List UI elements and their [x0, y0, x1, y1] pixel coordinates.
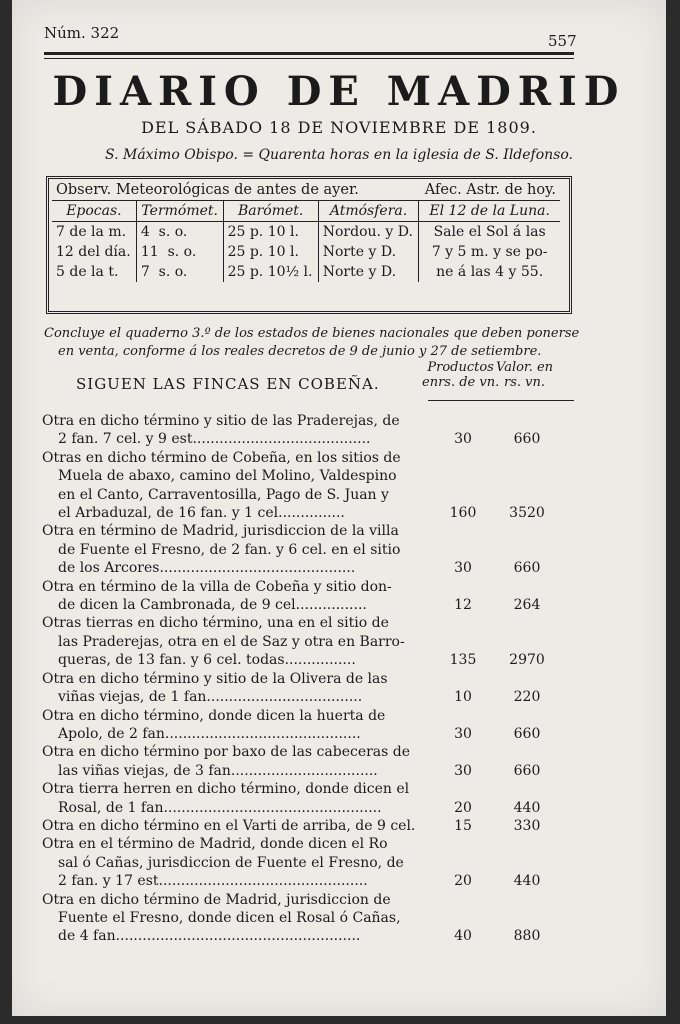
fincas-list: [42, 412, 562, 946]
finca-line: Otra en dicho término y sitio de las Praderejas, de: [42, 413, 400, 429]
term-cell: 4 s. o.: [136, 222, 223, 243]
finca-value: 2970: [509, 652, 545, 669]
finca-line: 2 fan. y 17 est...............................................: [58, 873, 368, 890]
finca-description: [42, 578, 432, 615]
epoca-cell: 5 de la t.: [56, 264, 119, 280]
finca-value: 3520: [509, 505, 545, 522]
issue-number: Núm. 322: [44, 24, 120, 42]
finca-description: [42, 412, 432, 449]
finca-entry: [42, 614, 562, 669]
finca-line: queras, de 13 fan. y 6 cel. todas................: [58, 652, 356, 669]
finca-value: 660: [513, 431, 541, 448]
weather-title-right: Afec. Astr. de hoy.: [419, 180, 560, 201]
finca-description: [42, 707, 432, 744]
finca-entry: [42, 412, 562, 449]
astro-cell: Sale el Sol á las: [419, 222, 560, 243]
finca-line: Muela de abaxo, camino del Molino, Valdespino: [58, 468, 397, 485]
finca-description: [42, 743, 432, 780]
barom-cell: 25 p. 10 l.: [223, 242, 318, 262]
col-barometro: Barómet.: [223, 201, 318, 222]
epoca-cell: 7 de la m.: [56, 224, 127, 240]
finca-entry: [42, 743, 562, 780]
finca-value: 330: [513, 817, 541, 834]
finca-entry: [42, 670, 562, 707]
weather-title-left: Observ. Meteorológicas de antes de ayer.: [52, 180, 419, 201]
term-cell: 11 s. o.: [136, 242, 223, 262]
finca-line: las viñas viejas, de 3 fan.................................: [58, 762, 378, 779]
finca-entry: [42, 835, 562, 890]
finca-product: 30: [454, 431, 472, 448]
finca-line: Otra en dicho término en el Varti de arriba, de 9 cel.: [42, 817, 416, 834]
col-termometro: Termómet.: [136, 201, 223, 222]
finca-line: 2 fan. 7 cel. y 9 est........................................: [58, 431, 371, 448]
finca-line: de los Arcores............................................: [58, 560, 356, 577]
finca-value: 660: [513, 560, 541, 577]
finca-description: [42, 780, 432, 817]
dateline: DEL SÁBADO 18 DE NOVIEMBRE DE 1809.: [141, 118, 537, 137]
atm-cell: Nordou. y D.: [318, 222, 419, 243]
finca-product: 135: [449, 652, 477, 669]
finca-value: 220: [513, 689, 541, 706]
finca-line: sal ó Cañas, jurisdiccion de Fuente el Fresno, de: [58, 854, 404, 871]
finca-line: Otra en el término de Madrid, donde dicen el Ro: [42, 836, 388, 853]
finca-line: Otra en dicho término de Madrid, jurisdiccion de: [42, 891, 391, 908]
newspaper-page: [12, 0, 666, 1016]
finca-value: 440: [513, 873, 541, 890]
finca-line: Otra en término de la villa de Cobeña y sitio don-: [42, 578, 392, 595]
col-epocas: Epocas.: [52, 201, 136, 222]
finca-product: 15: [454, 817, 472, 834]
finca-description: [42, 891, 432, 946]
finca-line: Otra en dicho término por baxo de las cabeceras de: [42, 744, 411, 761]
col-luna: El 12 de la Luna.: [419, 201, 560, 222]
finca-line: viñas viejas, de 1 fan...................................: [58, 689, 363, 706]
col-products-header: Productos enrs. de vn.: [422, 360, 500, 390]
finca-entry: [42, 780, 562, 817]
finca-line: Apolo, de 2 fan............................................: [58, 725, 361, 742]
astro-cell: 7 y 5 m. y se po-: [419, 242, 560, 262]
header-rule: [428, 400, 574, 401]
finca-line: Rosal, de 1 fan.................................................: [58, 799, 382, 816]
weather-row: [52, 242, 560, 262]
finca-product: 40: [454, 928, 472, 945]
finca-description: [42, 670, 432, 707]
finca-product: 30: [454, 762, 472, 779]
finca-product: 30: [454, 725, 472, 742]
barom-cell: 25 p. 10½ l.: [223, 262, 318, 282]
finca-product: 12: [454, 597, 472, 614]
intro-line: en venta, conforme á los reales decretos de 9 de junio y 27 de setiembre.: [58, 344, 542, 359]
finca-line: Otra en término de Madrid, jurisdiccion de la villa: [42, 523, 399, 540]
finca-product: 20: [454, 799, 472, 816]
astro-cell: ne á las 4 y 55.: [419, 262, 560, 282]
finca-value: 264: [513, 597, 541, 614]
term-cell: 7 s. o.: [136, 262, 223, 282]
finca-line: Otra tierra herren en dicho término, donde dicen el: [42, 781, 410, 798]
finca-description: [42, 817, 432, 835]
weather-table: [52, 180, 560, 282]
finca-line: Fuente el Fresno, donde dicen el Rosal ó Cañas,: [58, 909, 401, 926]
top-rule: [44, 52, 574, 55]
finca-product: 10: [454, 689, 472, 706]
finca-description: [42, 614, 432, 669]
finca-entry: [42, 707, 562, 744]
saint-of-day: S. Máximo Obispo. = Quarenta horas en la iglesia de S. Ildefonso.: [105, 147, 573, 163]
finca-entry: [42, 449, 562, 523]
finca-value: 880: [513, 928, 541, 945]
intro-paragraph: [44, 325, 614, 361]
atm-cell: Norte y D.: [318, 262, 419, 282]
finca-value: 660: [513, 762, 541, 779]
col-atmosfera: Atmósfera.: [318, 201, 419, 222]
top-rule-thin: [44, 58, 574, 59]
finca-line: Otra en dicho término, donde dicen la huerta de: [42, 707, 386, 724]
finca-description: [42, 835, 432, 890]
finca-entry: [42, 522, 562, 577]
finca-line: de 4 fan.......................................................: [58, 928, 361, 945]
page-number: 557: [548, 32, 577, 50]
intro-line: Concluye el quaderno 3.º de los estados de bienes nacionales que deben ponerse: [44, 326, 580, 341]
finca-line: en el Canto, Carraventosilla, Pago de S. Juan y: [58, 486, 389, 503]
finca-line: el Arbaduzal, de 16 fan. y 1 cel...............: [58, 505, 345, 522]
atm-cell: Norte y D.: [318, 242, 419, 262]
finca-entry: [42, 817, 562, 835]
finca-entry: [42, 891, 562, 946]
finca-line: Otra en dicho término y sitio de la Olivera de las: [42, 670, 388, 687]
finca-value: 660: [513, 725, 541, 742]
finca-description: [42, 449, 432, 523]
finca-line: de dicen la Cambronada, de 9 cel................: [58, 597, 367, 614]
epoca-cell: 12 del día.: [56, 244, 131, 260]
finca-line: de Fuente el Fresno, de 2 fan. y 6 cel. en el sitio: [58, 541, 401, 558]
finca-line: las Praderejas, otra en el de Saz y otra en Barro-: [58, 633, 405, 650]
col-value-header: Valor. en rs. vn.: [496, 360, 554, 390]
masthead-title: DIARIO DE MADRID: [52, 68, 626, 115]
barom-cell: 25 p. 10 l.: [223, 222, 318, 243]
finca-product: 20: [454, 873, 472, 890]
weather-row: [52, 262, 560, 282]
finca-line: Otras tierras en dicho término, una en el sitio de: [42, 615, 389, 632]
finca-product: 160: [449, 505, 477, 522]
finca-description: [42, 522, 432, 577]
finca-value: 440: [513, 799, 541, 816]
finca-line: Otras en dicho término de Cobeña, en los sitios de: [42, 449, 401, 466]
finca-entry: [42, 578, 562, 615]
weather-row: [52, 222, 560, 243]
section-title: SIGUEN LAS FINCAS EN COBEÑA.: [76, 375, 380, 393]
finca-product: 30: [454, 560, 472, 577]
weather-column-headers: [52, 201, 560, 222]
